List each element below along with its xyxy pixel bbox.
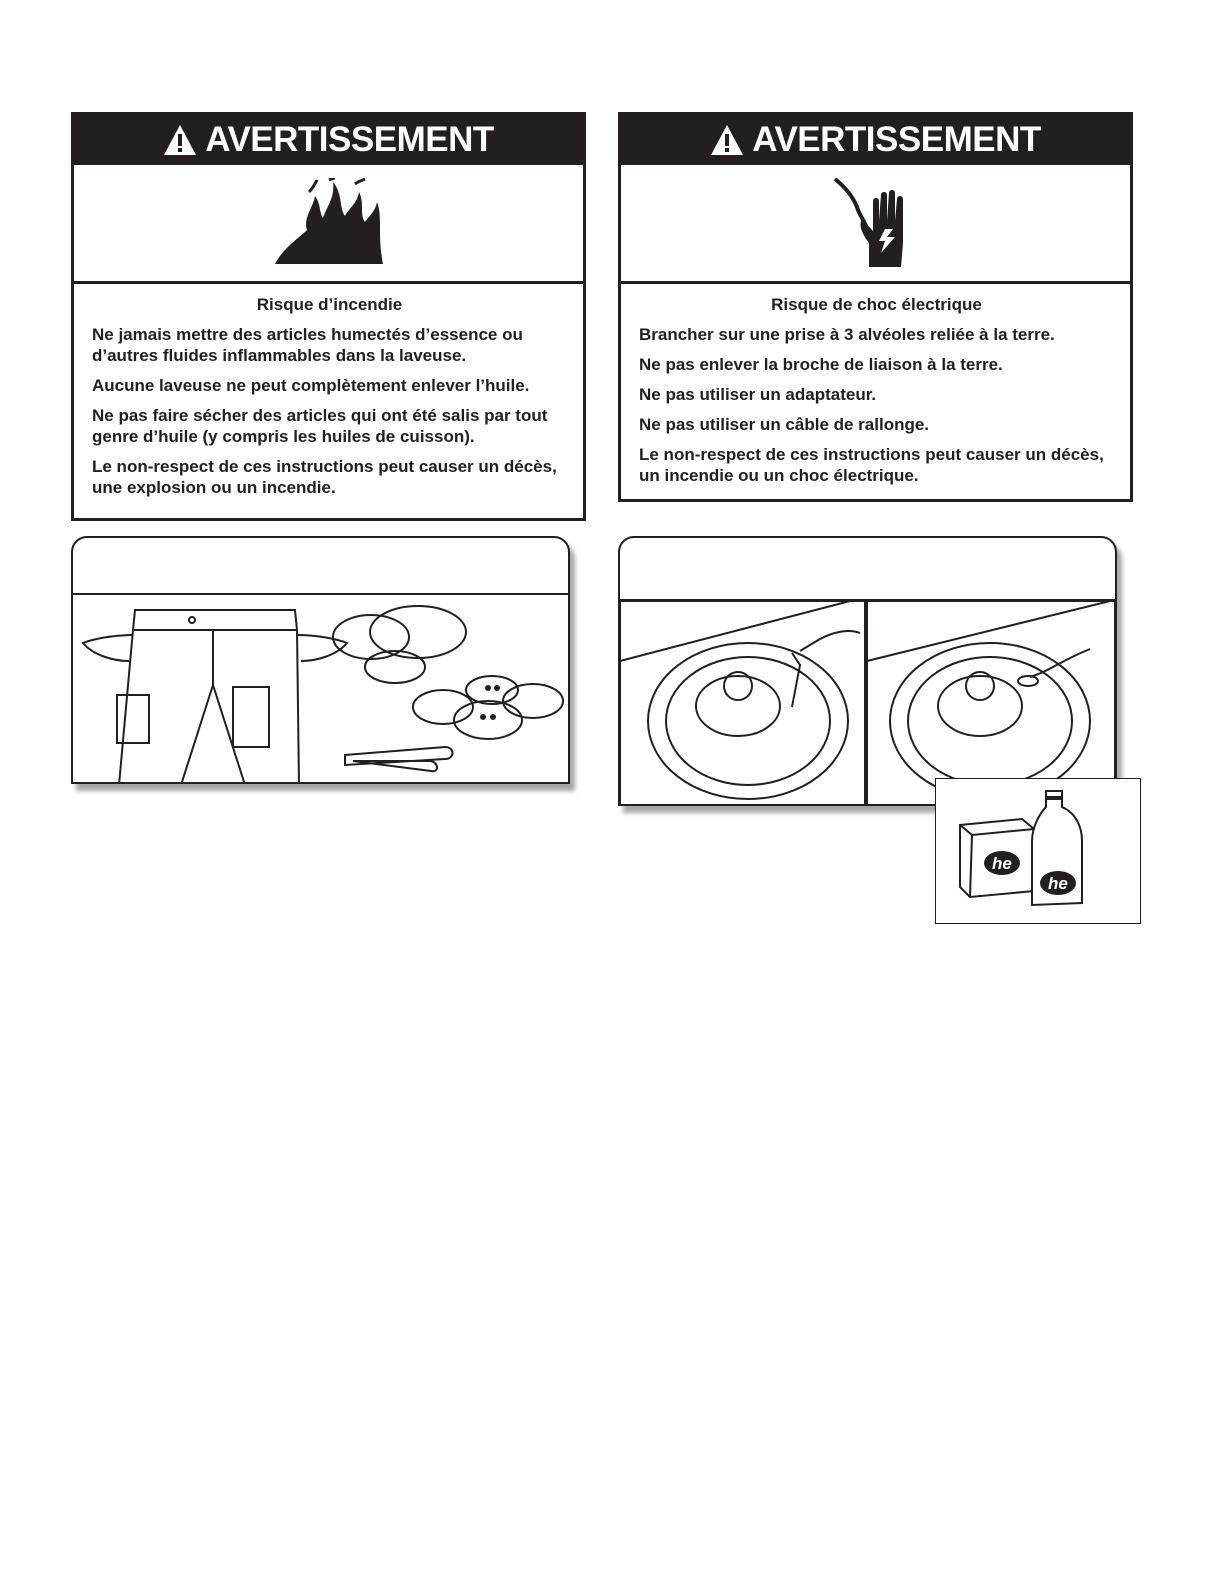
safety-pins-icon [345, 747, 453, 771]
empty-pockets-panel [71, 536, 570, 784]
fire-warning-box [71, 112, 586, 521]
warning-line: Ne pas utiliser un câble de rallonge. [639, 415, 930, 434]
warning-line: Aucune laveuse ne peut complètement enlever l’huile. [92, 376, 530, 395]
warning-line: Ne pas utiliser un adaptateur. [639, 385, 877, 404]
warning-triangle-icon [710, 124, 744, 156]
risk-title: Risque de choc électrique [771, 295, 982, 314]
panel-header [73, 538, 568, 595]
fire-icon [269, 178, 389, 268]
electric-warning-box [618, 112, 1133, 502]
he-logo: he [992, 854, 1012, 873]
washer-add-powder-icon [867, 601, 1115, 806]
coins-icon [333, 606, 466, 683]
risk-title: Risque d’incendie [256, 295, 403, 314]
warning-triangle-icon [163, 124, 197, 156]
he-detergent-icon [936, 779, 1140, 923]
warning-line: Le non-respect de ces instructions peut causer un décès, un incendie ou un choc électrique. [639, 445, 1104, 485]
washer-illustrations [620, 601, 1115, 806]
warning-text [621, 284, 1130, 496]
warning-title: AVERTISSEMENT [205, 120, 494, 159]
warning-text [74, 284, 583, 508]
warning-line: Brancher sur une prise à 3 alvéoles reliée à la terre. [639, 325, 1055, 344]
he-logo: he [1048, 874, 1068, 893]
empty-pockets-illustration [73, 595, 568, 782]
warning-icon-row [74, 165, 583, 284]
warning-line: Le non-respect de ces instructions peut causer un décès, une explosion ou un incendie. [92, 457, 557, 497]
panel-header [620, 538, 1115, 601]
warning-title: AVERTISSEMENT [752, 120, 1041, 159]
detergent-panel [618, 536, 1117, 806]
warning-header [74, 115, 583, 165]
he-detergent-box [935, 778, 1141, 924]
warning-line: Ne jamais mettre des articles humectés d’essence ou d’autres fluides inflammables dans la laveuse. [92, 325, 523, 365]
electric-shock-hand-icon [831, 177, 921, 269]
warning-icon-row [621, 165, 1130, 284]
washer-pour-liquid-icon [620, 601, 865, 806]
warning-line: Ne pas enlever la broche de liaison à la terre. [639, 355, 1003, 374]
empty-pockets-pants-icon [83, 610, 347, 782]
warning-header [621, 115, 1130, 165]
warning-line: Ne pas faire sécher des articles qui ont été salis par tout genre d’huile (y compris les huiles de cuisson). [92, 406, 548, 446]
buttons-icon [413, 676, 563, 739]
